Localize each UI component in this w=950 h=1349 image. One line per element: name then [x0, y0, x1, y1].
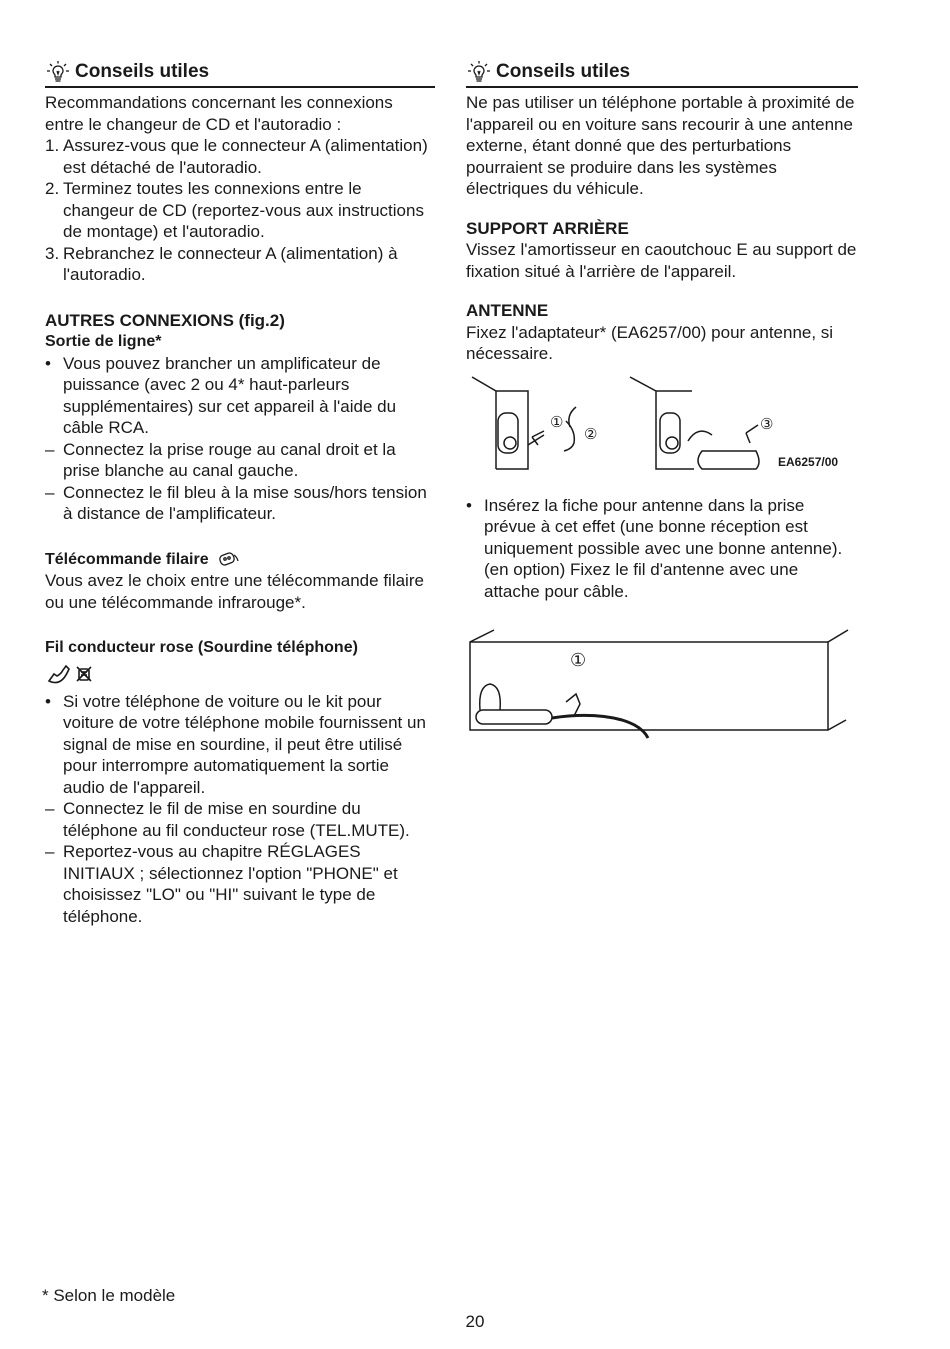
- autres-connexions-heading: AUTRES CONNEXIONS (fig.2): [45, 310, 285, 330]
- antenne-text: Fixez l'adaptateur* (EA6257/00) pour antenne, si nécessaire.: [466, 322, 834, 363]
- antenne-heading: ANTENNE: [466, 301, 549, 320]
- callout-3: ③: [760, 415, 774, 433]
- list-item: – Connectez la prise rouge au canal droit et la prise blanche au canal gauche.: [45, 439, 396, 480]
- sortie-de-ligne-heading: Sortie de ligne*: [45, 333, 162, 350]
- antenna-cable-figure: [466, 620, 858, 744]
- left-column: [45, 60, 435, 927]
- list-item: • Vous pouvez brancher un amplificateur de puissance (avec 2 ou 4* haut-parleurs supplémentaires) sur cet appareil à l'aide du câble RCA.: [45, 353, 397, 437]
- list-item: – Connectez le fil de mise en sourdine du téléphone au fil conducteur rose (TEL.MUTE).: [45, 799, 410, 840]
- right-column: [466, 60, 858, 744]
- footnote: * Selon le modèle: [42, 1286, 176, 1305]
- sortie-list: [45, 353, 435, 525]
- list-item: 2. Terminez toutes les connexions entre le changeur de CD (reportez-vous aux instructions de montage) et l'autoradio.: [45, 179, 424, 241]
- callout-1: ①: [570, 650, 587, 670]
- antenna-adapter-figure: [466, 373, 858, 485]
- support-arriere-heading: SUPPORT ARRIÈRE: [466, 218, 629, 238]
- support-arriere-text: Vissez l'amortisseur en caoutchouc E au support de fixation situé à l'arrière de l'appareil.: [466, 240, 857, 281]
- tip-heading-right: [466, 60, 858, 88]
- tip-text: Ne pas utiliser un téléphone portable à proximité de l'appareil ou en voiture sans recourir à une antenne externe, étant donné que des perturbations pourraient se produire dans les systèmes électriques du véhicule.: [466, 93, 855, 198]
- lightbulb-icon: [45, 60, 71, 84]
- tip-title: Conseils utiles: [75, 61, 210, 82]
- part-number-label: EA6257/00: [778, 454, 839, 469]
- steps-list: [45, 135, 435, 286]
- list-item: 1. Assurez-vous que le connecteur A (alimentation) est détaché de l'autoradio.: [45, 136, 428, 177]
- tip-heading-left: [45, 60, 435, 88]
- list-item: • Insérez la fiche pour antenne dans la prise prévue à cet effet (une bonne réception est uniquement possible avec une bonne antenne). (en option) Fixez le fil d'antenne avec une attache pour câble.: [466, 495, 843, 601]
- list-item: – Connectez le fil bleu à la mise sous/hors tension à distance de l'amplificateur.: [45, 482, 427, 523]
- callout-1: ①: [550, 413, 564, 431]
- list-item: – Reportez-vous au chapitre RÉGLAGES INITIAUX ; sélectionnez l'option "PHONE" et choisissez "LO" ou "HI" suivant le type de téléphone.: [45, 842, 398, 926]
- tip-title: Conseils utiles: [496, 61, 631, 82]
- list-item: 3. Rebranchez le connecteur A (alimentation) à l'autoradio.: [45, 243, 398, 284]
- fil-rose-list: [45, 691, 435, 928]
- telecommande-text: Vous avez le choix entre une télécommande filaire ou une télécommande infrarouge*.: [45, 571, 424, 612]
- tip-intro: Recommandations concernant les connexions entre le changeur de CD et l'autoradio :: [45, 93, 393, 134]
- fil-rose-heading: Fil conducteur rose (Sourdine téléphone): [45, 639, 358, 656]
- lightbulb-icon: [466, 60, 492, 84]
- phone-mute-icon: [45, 661, 105, 687]
- antenna-cable-drawing: [466, 620, 858, 744]
- telecommande-heading: Télécommande filaire: [45, 549, 435, 571]
- list-item: • Si votre téléphone de voiture ou le kit pour voiture de votre téléphone mobile fournissent un signal de mise en sourdine, il peut être utilisé pour interrompre automatiquement la sortie audio de l'appareil.: [45, 691, 426, 797]
- page-number: 20: [465, 1312, 485, 1331]
- antenne-list: [466, 495, 858, 603]
- callout-2: ②: [584, 425, 598, 443]
- remote-control-icon: [217, 551, 239, 567]
